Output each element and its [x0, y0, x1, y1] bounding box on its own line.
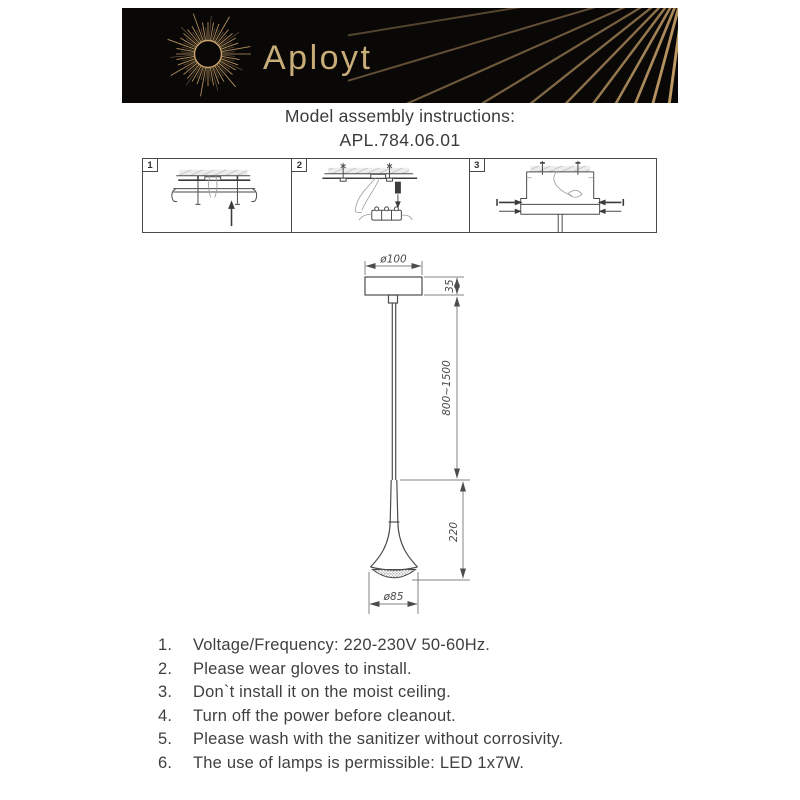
assembly-step-1-diagram: [143, 159, 291, 232]
assembly-step-2-diagram: [292, 159, 468, 232]
dim-shade-diameter: [369, 572, 418, 614]
dim-suspension-length: [400, 297, 470, 480]
svg-text:35: 35: [444, 279, 456, 293]
brand-name: Aployt: [263, 39, 373, 77]
instruction-list: [158, 634, 563, 776]
instruction-item: [158, 728, 563, 752]
decorative-rays-icon: [348, 8, 678, 103]
item-number: 3.: [158, 683, 173, 702]
item-text: Don`t install it on the moist ceiling.: [193, 683, 451, 702]
item-number: 6.: [158, 753, 173, 772]
step-number: 1: [143, 159, 158, 172]
shade: [371, 480, 418, 578]
instruction-item: [158, 705, 563, 729]
assembly-steps: [142, 158, 657, 233]
assembly-step-3: [470, 159, 656, 232]
instruction-item: [158, 634, 563, 658]
model-number: APL.784.06.01: [339, 130, 461, 150]
svg-text:800~1500: 800~1500: [441, 360, 453, 416]
dim-shade-height: [412, 482, 470, 580]
instruction-item: [158, 681, 563, 705]
item-number: 2.: [158, 659, 173, 678]
brand-banner: [122, 8, 678, 103]
item-number: 5.: [158, 730, 173, 749]
title-block: [0, 106, 800, 151]
item-text: Voltage/Frequency: 220-230V 50-60Hz.: [193, 636, 491, 654]
item-text: Please wear gloves to install.: [193, 659, 412, 678]
canopy: [365, 277, 422, 295]
assembly-step-1: [143, 159, 292, 232]
instruction-item: [158, 658, 563, 682]
dim-canopy-diameter: [365, 254, 422, 276]
item-text: The use of lamps is permissible: LED 1x7W.: [193, 753, 525, 772]
item-text: Turn off the power before cleanout.: [193, 706, 456, 725]
dimension-drawing: [330, 250, 490, 628]
assembly-step-2: [292, 159, 469, 232]
dim-canopy-height: [424, 277, 464, 295]
svg-text:220: 220: [448, 521, 460, 543]
instruction-item: [158, 752, 563, 776]
svg-text:ø100: ø100: [380, 253, 407, 266]
page-title: Model assembly instructions:: [284, 106, 516, 126]
step-number: 3: [470, 159, 485, 172]
item-number: 1.: [158, 636, 173, 654]
sunburst-center: [195, 41, 222, 68]
assembly-step-3-diagram: [470, 159, 656, 232]
step-number: 2: [292, 159, 307, 172]
svg-text:ø85: ø85: [383, 591, 404, 603]
item-number: 4.: [158, 706, 173, 725]
diffuser: [373, 570, 416, 578]
cord-grip: [389, 295, 398, 303]
item-text: Please wash with the sanitizer without corrosivity.: [193, 730, 564, 749]
